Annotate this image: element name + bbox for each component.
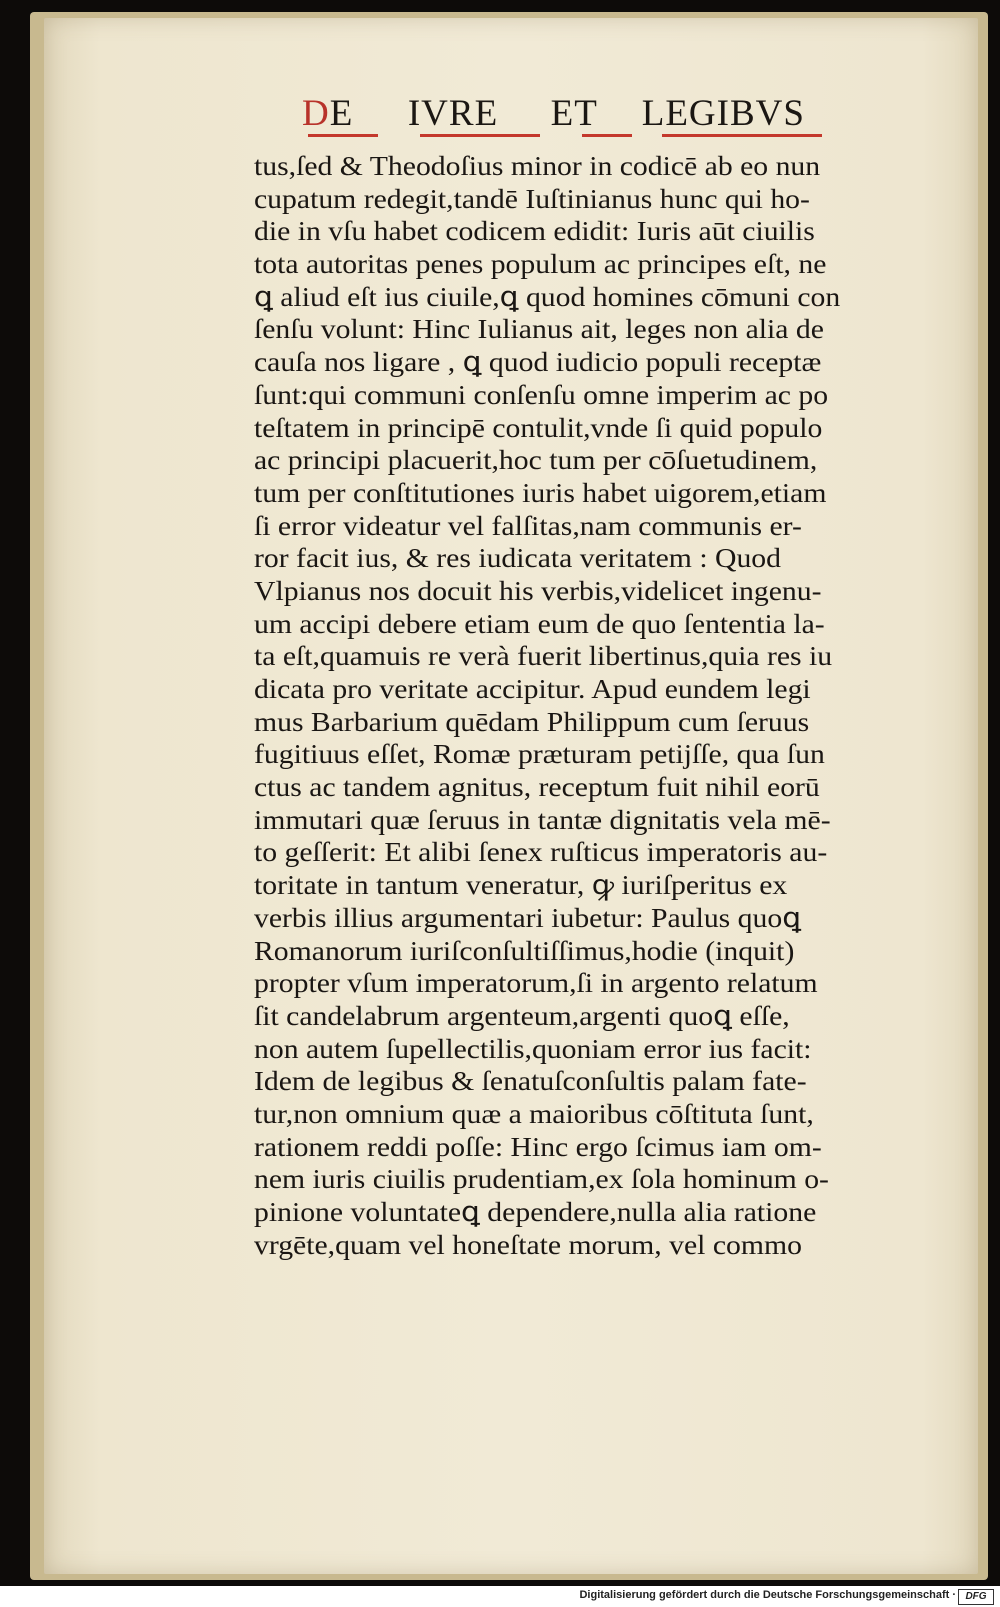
text-line: ſunt:qui communi conſenſu omne imperim ac po	[254, 378, 829, 410]
text-line: ſenſu volunt: Hinc Iulianus ait, leges non alia de	[254, 313, 824, 345]
text-line: tota autoritas penes populum ac principes eſt, ne	[254, 248, 827, 280]
text-line: dicata pro veritate accipitur. Apud eundem legi	[254, 673, 811, 704]
text-line: immutari quæ ſeruus in tantæ dignitatis vela mē-	[254, 803, 831, 835]
text-line: ror facit ius, & res iudicata veritatem : Quod	[254, 542, 782, 574]
text-line: tum per conſtitutiones iuris habet uigorem,etiam	[254, 476, 827, 508]
text-line: verbis illius argumentari iubetur: Paulus quoꝗ	[254, 901, 802, 933]
underline-legibus	[662, 134, 822, 137]
text-line: non autem ſupellectilis,quoniam error ius facit:	[254, 1032, 812, 1064]
running-head-word-de: E	[329, 93, 354, 134]
text-line: tur,non omnium quæ a maioribus cōſtituta ſunt,	[254, 1097, 814, 1129]
running-head-word-iure: IVRE	[407, 93, 499, 134]
text-line: nem iuris ciuilis prudentiam,ex ſola hominum o-	[254, 1163, 829, 1195]
text-line: mus Barbarium quēdam Philippum cum ſeruus	[254, 705, 810, 737]
text-line: teſtatem in principē contulit,vnde ſi quid populo	[254, 411, 823, 443]
text-line: ctus ac tandem agnitus, receptum fuit nihil eorū	[254, 771, 820, 803]
text-line: to geſſerit: Et alibi ſenex ruſticus imperatoris au-	[254, 836, 828, 868]
text-line: tus,ſed & Theodoſius minor in codicē ab eo nun	[254, 150, 821, 181]
text-line: ꝗ aliud eſt ius ciuile,ꝗ quod homines cōmuni con	[254, 280, 841, 312]
text-line: Romanorum iuriſconſultiſſimus,hodie (inquit)	[254, 934, 795, 966]
text-line: cupatum redegit,tandē Iuſtinianus hunc qui ho-	[254, 182, 810, 214]
text-line: Idem de legibus & ſenatuſconſultis palam fate-	[254, 1065, 807, 1097]
text-line: um accipi debere etiam eum de quo ſententia la-	[254, 607, 825, 639]
running-head-word-et: ET	[550, 93, 598, 134]
text-line: vrgēte,quam vel honeſtate morum, vel commo	[254, 1228, 802, 1260]
text-line: ſit candelabrum argenteum,argenti quoꝗ eſſe,	[254, 999, 790, 1031]
text-line: rationem reddi poſſe: Hinc ergo ſcimus iam om-	[254, 1130, 822, 1162]
digitization-credit: Digitalisierung gefördert durch die Deutsche Forschungsgemeinschaft ·	[579, 1589, 956, 1601]
running-head	[302, 92, 862, 142]
text-line: die in vſu habet codicem edidit: Iuris aūt ciuilis	[254, 215, 815, 247]
running-head-initial: D	[302, 93, 330, 134]
underline-et	[582, 134, 632, 137]
underline-iure	[420, 134, 540, 137]
text-line: fugitiuus eſſet, Romæ præturam petijſſe, qua ſun	[254, 738, 825, 770]
text-line: cauſa nos ligare , ꝗ quod iudicio populi receptæ	[254, 346, 822, 378]
text-line: toritate in tantum veneratur, ꝙ iuriſperitus ex	[254, 869, 788, 901]
text-line: ac principi placuerit,hoc tum per cōſuetudinem,	[254, 444, 818, 476]
text-line: propter vſum imperatorum,ſi in argento relatum	[254, 967, 818, 999]
body-text	[254, 150, 954, 1261]
text-line: ſi error videatur vel falſitas,nam communis er-	[254, 509, 802, 541]
text-line: pinione voluntateꝗ dependere,nulla alia ratione	[254, 1196, 817, 1227]
running-head-word-legibus: LEGIBVS	[641, 93, 805, 134]
underline-de	[308, 134, 378, 137]
dfg-logo: DFG	[958, 1589, 994, 1605]
text-line: ta eſt,quamuis re verà fuerit libertinus,quia res iu	[254, 640, 833, 672]
text-line: Vlpianus nos docuit his verbis,videlicet ingenu-	[254, 574, 822, 606]
